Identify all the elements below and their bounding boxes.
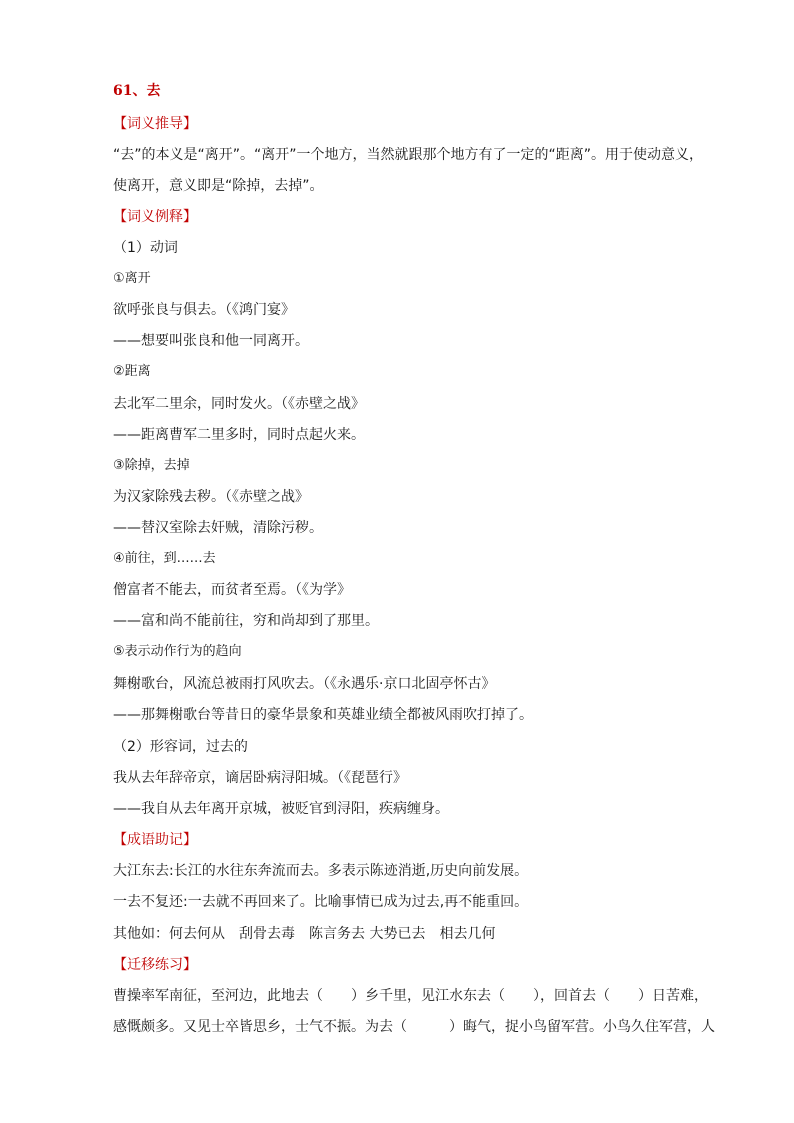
example-sentence: 舞榭歌台，风流总被雨打风吹去。（《永遇乐·京口北固亭怀古》 [113, 676, 496, 692]
exercise-line: 曹操率军南征，至河边，此地去（ ）乡千里，见江水东去（ ），回首去（ ）日苦难， [113, 988, 708, 1004]
idiom-line: 其他如：何去何从 刮骨去毒 陈言务去 大势已去 相去几何 [113, 926, 496, 942]
exercise-line: 感慨颇多。又见士卒皆思乡，士气不振。为去（ ）晦气，捉小鸟留军营。小鸟久住军营，人 [113, 1019, 715, 1035]
subsection-heading: （1）动词 [113, 240, 178, 256]
example-translation: ——想要叫张良和他一同离开。 [113, 333, 309, 349]
meaning-label: ③除掉，去掉 [113, 458, 190, 473]
example-sentence: 欲呼张良与俱去。（《鸿门宴》 [113, 302, 295, 318]
example-translation: ——富和尚不能前往，穷和尚却到了那里。 [113, 613, 379, 629]
meaning-label: ④前往，到……去 [113, 551, 216, 566]
meaning-label: ②距离 [113, 364, 151, 379]
meaning-label: ①离开 [113, 271, 151, 286]
example-sentence: 我从去年辞帝京，谪居卧病浔阳城。（《琵琶行》 [113, 770, 407, 786]
entry-title: 61、去 [113, 83, 161, 99]
example-sentence: 僧富者不能去，而贫者至焉。（《为学》 [113, 582, 351, 598]
section-heading-idioms: 【成语助记】 [113, 832, 197, 848]
meaning-label: ⑤表示动作行为的趋向 [113, 644, 242, 659]
example-sentence: 为汉家除残去秽。（《赤壁之战》 [113, 489, 309, 505]
example-translation: ——距离曹军二里多时，同时点起火来。 [113, 427, 365, 443]
example-sentence: 去北军二里余，同时发火。（《赤壁之战》 [113, 396, 365, 412]
section-heading-derivation: 【词义推导】 [113, 116, 197, 132]
idiom-line: 大江东去:长江的水往东奔流而去。多表示陈迹消逝,历史向前发展。 [113, 863, 529, 879]
section-heading-examples: 【词义例释】 [113, 209, 197, 225]
section-heading-exercise: 【迁移练习】 [113, 957, 197, 973]
example-translation: ——替汉室除去奸贼，清除污秽。 [113, 520, 323, 536]
paragraph-line: “去”的本义是“离开”。“离开”一个地方，当然就跟那个地方有了一定的“距离”。用于使动意义， [113, 147, 704, 163]
example-translation: ——我自从去年离开京城，被贬官到浔阳，疾病缠身。 [113, 801, 449, 817]
subsection-heading: （2）形容词，过去的 [113, 739, 248, 755]
example-translation: ——那舞榭歌台等昔日的豪华景象和英雄业绩全都被风雨吹打掉了。 [113, 707, 533, 723]
idiom-line: 一去不复还:一去就不再回来了。比喻事情已成为过去,再不能重回。 [113, 894, 529, 910]
paragraph-line: 使离开，意义即是“除掉，去掉”。 [113, 178, 324, 194]
